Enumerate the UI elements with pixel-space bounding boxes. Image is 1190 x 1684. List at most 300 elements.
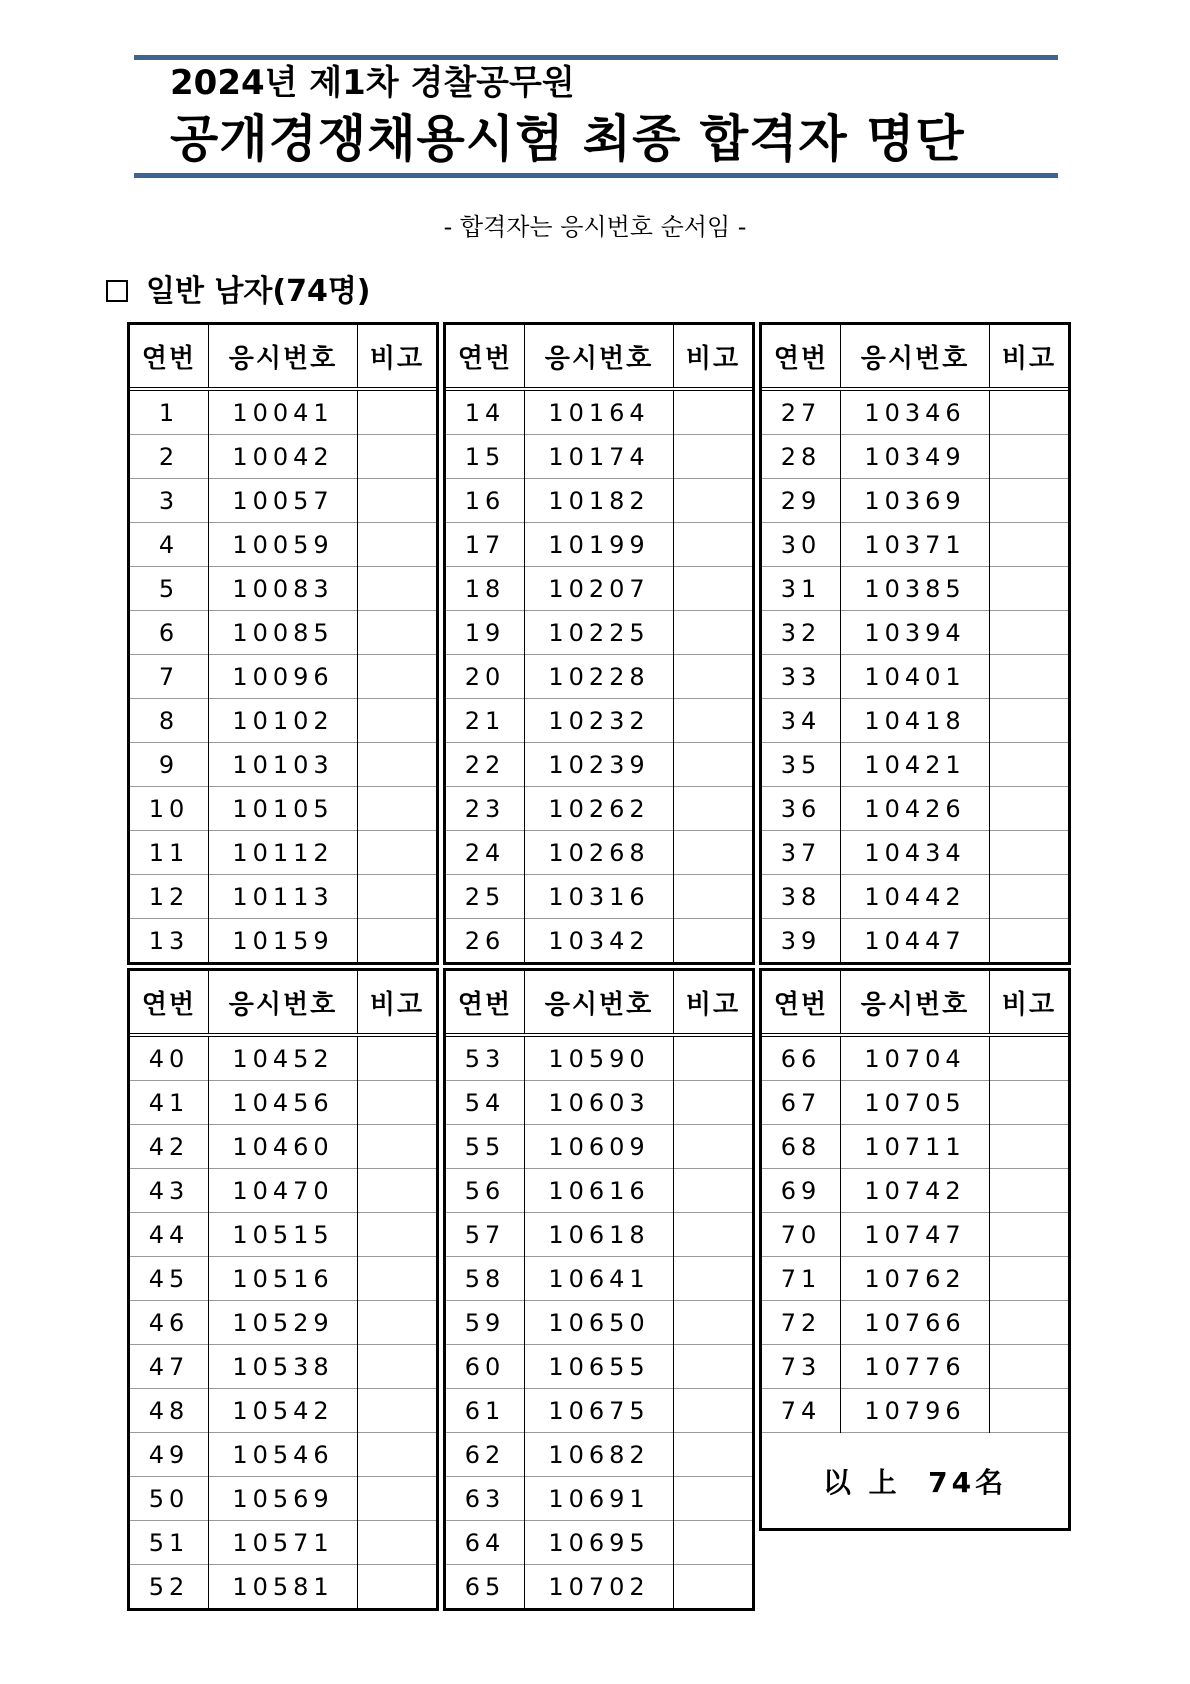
exam-number-cell: 10542: [209, 1389, 358, 1433]
result-table-4: [127, 968, 439, 1611]
results-grid: [446, 325, 752, 962]
section-heading: [106, 272, 371, 312]
table-row: [762, 1169, 1068, 1213]
results-grid: [130, 971, 436, 1608]
exam-number-cell: 10776: [841, 1345, 990, 1389]
seq-cell: 21: [446, 699, 525, 743]
note-cell: [674, 435, 753, 479]
exam-number-cell: 10470: [209, 1169, 358, 1213]
table-row: [762, 1035, 1068, 1081]
header-seq: 연번: [762, 325, 841, 389]
exam-number-cell: 10546: [209, 1433, 358, 1477]
seq-cell: 13: [130, 919, 209, 963]
exam-number-cell: 10349: [841, 435, 990, 479]
exam-number-cell: 10682: [525, 1433, 674, 1477]
order-note: - 합격자는 응시번호 순서임 -: [443, 213, 747, 241]
exam-number-cell: 10369: [841, 479, 990, 523]
result-table-1: [127, 322, 439, 965]
note-cell: [358, 479, 437, 523]
table-row: [762, 875, 1068, 919]
note-cell: [674, 1301, 753, 1345]
note-cell: [674, 1081, 753, 1125]
table-row: [762, 389, 1068, 435]
exam-number-cell: 10650: [525, 1301, 674, 1345]
note-cell: [674, 611, 753, 655]
table-row: [446, 435, 752, 479]
note-cell: [674, 831, 753, 875]
seq-cell: 44: [130, 1213, 209, 1257]
exam-number-cell: 10041: [209, 389, 358, 435]
note-cell: [990, 1035, 1069, 1081]
seq-cell: 55: [446, 1125, 525, 1169]
exam-number-cell: 10704: [841, 1035, 990, 1081]
exam-number-cell: 10569: [209, 1477, 358, 1521]
note-cell: [358, 787, 437, 831]
note-cell: [358, 389, 437, 435]
exam-number-cell: 10675: [525, 1389, 674, 1433]
table-row: [130, 479, 436, 523]
exam-number-cell: 10742: [841, 1169, 990, 1213]
table-row: [446, 523, 752, 567]
header-note: 비고: [990, 325, 1069, 389]
header-seq: 연번: [130, 971, 209, 1035]
table-row: [446, 567, 752, 611]
note-cell: [990, 1081, 1069, 1125]
exam-number-cell: 10434: [841, 831, 990, 875]
table-row: [446, 1301, 752, 1345]
note-cell: [358, 1389, 437, 1433]
exam-number-cell: 10102: [209, 699, 358, 743]
note-cell: [358, 655, 437, 699]
page-title-line2: 공개경쟁채용시험 최종 합격자 명단: [170, 110, 965, 168]
table-row: [130, 1433, 436, 1477]
seq-cell: 23: [446, 787, 525, 831]
table-row: [446, 1125, 752, 1169]
seq-cell: 57: [446, 1213, 525, 1257]
seq-cell: 53: [446, 1035, 525, 1081]
seq-cell: 10: [130, 787, 209, 831]
note-cell: [358, 523, 437, 567]
exam-number-cell: 10590: [525, 1035, 674, 1081]
exam-number-cell: 10796: [841, 1389, 990, 1433]
seq-cell: 73: [762, 1345, 841, 1389]
exam-number-cell: 10691: [525, 1477, 674, 1521]
results-grid: [446, 971, 752, 1608]
seq-cell: 63: [446, 1477, 525, 1521]
seq-cell: 43: [130, 1169, 209, 1213]
note-cell: [674, 1213, 753, 1257]
note-cell: [674, 1389, 753, 1433]
note-cell: [990, 919, 1069, 963]
seq-cell: 6: [130, 611, 209, 655]
exam-number-cell: 10228: [525, 655, 674, 699]
table-row: [130, 787, 436, 831]
table-row: [762, 831, 1068, 875]
table-row: [446, 1169, 752, 1213]
seq-cell: 49: [130, 1433, 209, 1477]
seq-cell: 66: [762, 1035, 841, 1081]
exam-number-cell: 10385: [841, 567, 990, 611]
seq-cell: 2: [130, 435, 209, 479]
note-cell: [990, 389, 1069, 435]
seq-cell: 37: [762, 831, 841, 875]
note-cell: [990, 479, 1069, 523]
note-cell: [358, 1257, 437, 1301]
seq-cell: 14: [446, 389, 525, 435]
header-note: 비고: [358, 971, 437, 1035]
exam-number-cell: 10096: [209, 655, 358, 699]
seq-cell: 1: [130, 389, 209, 435]
page-title-line1: 2024년 제1차 경찰공무원: [170, 63, 575, 103]
table-row: [762, 1257, 1068, 1301]
note-cell: [990, 1213, 1069, 1257]
exam-number-cell: 10538: [209, 1345, 358, 1389]
note-cell: [674, 1345, 753, 1389]
header-exam-no: 응시번호: [841, 325, 990, 389]
exam-number-cell: 10581: [209, 1565, 358, 1609]
exam-number-cell: 10182: [525, 479, 674, 523]
table-row: [130, 1345, 436, 1389]
seq-cell: 19: [446, 611, 525, 655]
note-cell: [674, 389, 753, 435]
note-cell: [358, 1301, 437, 1345]
seq-cell: 27: [762, 389, 841, 435]
note-cell: [674, 919, 753, 963]
exam-number-cell: 10164: [525, 389, 674, 435]
seq-cell: 48: [130, 1389, 209, 1433]
exam-number-cell: 10603: [525, 1081, 674, 1125]
table-row: [446, 479, 752, 523]
seq-cell: 69: [762, 1169, 841, 1213]
note-cell: [358, 1565, 437, 1609]
seq-cell: 25: [446, 875, 525, 919]
note-cell: [674, 1433, 753, 1477]
exam-number-cell: 10057: [209, 479, 358, 523]
table-row: [762, 1213, 1068, 1257]
seq-cell: 22: [446, 743, 525, 787]
result-table-6: [759, 968, 1071, 1531]
exam-number-cell: 10394: [841, 611, 990, 655]
seq-cell: 45: [130, 1257, 209, 1301]
note-cell: [990, 831, 1069, 875]
exam-number-cell: 10529: [209, 1301, 358, 1345]
exam-number-cell: 10199: [525, 523, 674, 567]
seq-cell: 29: [762, 479, 841, 523]
note-cell: [674, 567, 753, 611]
table-row: [446, 389, 752, 435]
note-cell: [358, 1125, 437, 1169]
note-cell: [358, 919, 437, 963]
exam-number-cell: 10618: [525, 1213, 674, 1257]
header-seq: 연번: [446, 325, 525, 389]
exam-number-cell: 10371: [841, 523, 990, 567]
exam-number-cell: 10401: [841, 655, 990, 699]
table-row: [446, 743, 752, 787]
seq-cell: 72: [762, 1301, 841, 1345]
note-cell: [674, 1477, 753, 1521]
table-row: [446, 1521, 752, 1565]
table-row: [130, 1301, 436, 1345]
table-row: [762, 1301, 1068, 1345]
table-row: [130, 1125, 436, 1169]
exam-number-cell: 10174: [525, 435, 674, 479]
note-cell: [990, 1301, 1069, 1345]
table-row: [130, 699, 436, 743]
seq-cell: 7: [130, 655, 209, 699]
note-cell: [358, 831, 437, 875]
table-header-row: [130, 325, 436, 389]
exam-number-cell: 10239: [525, 743, 674, 787]
exam-number-cell: 10641: [525, 1257, 674, 1301]
note-cell: [674, 875, 753, 919]
seq-cell: 17: [446, 523, 525, 567]
note-cell: [358, 567, 437, 611]
exam-number-cell: 10702: [525, 1565, 674, 1609]
exam-number-cell: 10207: [525, 567, 674, 611]
seq-cell: 33: [762, 655, 841, 699]
exam-number-cell: 10711: [841, 1125, 990, 1169]
seq-cell: 36: [762, 787, 841, 831]
table-header-row: [130, 971, 436, 1035]
table-row: [130, 1565, 436, 1609]
exam-number-cell: 10460: [209, 1125, 358, 1169]
table-row: [446, 1035, 752, 1081]
table-row: [446, 611, 752, 655]
table-row: [446, 1257, 752, 1301]
exam-number-cell: 10342: [525, 919, 674, 963]
results-grid: [762, 325, 1068, 962]
table-row: [130, 1521, 436, 1565]
header-bottom-rule: [134, 173, 1058, 178]
note-cell: [674, 1169, 753, 1213]
seq-cell: 35: [762, 743, 841, 787]
seq-cell: 16: [446, 479, 525, 523]
table-row: [130, 611, 436, 655]
note-cell: [990, 1257, 1069, 1301]
exam-number-cell: 10112: [209, 831, 358, 875]
table-row: [446, 1345, 752, 1389]
table-row: [446, 787, 752, 831]
table-row: [130, 1389, 436, 1433]
seq-cell: 70: [762, 1213, 841, 1257]
exam-number-cell: 10232: [525, 699, 674, 743]
exam-number-cell: 10105: [209, 787, 358, 831]
note-cell: [358, 1345, 437, 1389]
note-cell: [674, 787, 753, 831]
table-row: [130, 919, 436, 963]
note-cell: [990, 743, 1069, 787]
table-row: [762, 567, 1068, 611]
table-header-row: [762, 971, 1068, 1035]
note-cell: [990, 435, 1069, 479]
seq-cell: 74: [762, 1389, 841, 1433]
table-row: [446, 699, 752, 743]
note-cell: [990, 567, 1069, 611]
exam-number-cell: 10571: [209, 1521, 358, 1565]
header-seq: 연번: [130, 325, 209, 389]
exam-number-cell: 10762: [841, 1257, 990, 1301]
seq-cell: 4: [130, 523, 209, 567]
total-count: 以 上 74名: [762, 1433, 1068, 1529]
table-row: [130, 655, 436, 699]
table-header-row: [446, 325, 752, 389]
seq-cell: 31: [762, 567, 841, 611]
seq-cell: 42: [130, 1125, 209, 1169]
seq-cell: 5: [130, 567, 209, 611]
table-row: [762, 699, 1068, 743]
table-row: [130, 523, 436, 567]
header-note: 비고: [674, 971, 753, 1035]
seq-cell: 20: [446, 655, 525, 699]
seq-cell: 8: [130, 699, 209, 743]
table-row: [762, 787, 1068, 831]
seq-cell: 64: [446, 1521, 525, 1565]
table-row: [130, 389, 436, 435]
table-row: [762, 919, 1068, 963]
table-row: [130, 1169, 436, 1213]
seq-cell: 56: [446, 1169, 525, 1213]
table-header-row: [446, 971, 752, 1035]
seq-cell: 30: [762, 523, 841, 567]
table-row: [762, 655, 1068, 699]
seq-cell: 61: [446, 1389, 525, 1433]
header-exam-no: 응시번호: [209, 971, 358, 1035]
seq-cell: 41: [130, 1081, 209, 1125]
results-grid: [130, 325, 436, 962]
table-row: [446, 919, 752, 963]
exam-number-cell: 10421: [841, 743, 990, 787]
table-row: [762, 743, 1068, 787]
exam-number-cell: 10452: [209, 1035, 358, 1081]
note-cell: [674, 479, 753, 523]
table-row: [130, 1081, 436, 1125]
seq-cell: 12: [130, 875, 209, 919]
table-row: [762, 611, 1068, 655]
note-cell: [990, 787, 1069, 831]
table-row: [446, 831, 752, 875]
exam-number-cell: 10418: [841, 699, 990, 743]
exam-number-cell: 10268: [525, 831, 674, 875]
table-row: [130, 567, 436, 611]
exam-number-cell: 10655: [525, 1345, 674, 1389]
table-row: [762, 1081, 1068, 1125]
table-row: [130, 1477, 436, 1521]
note-cell: [358, 1477, 437, 1521]
exam-number-cell: 10516: [209, 1257, 358, 1301]
seq-cell: 65: [446, 1565, 525, 1609]
note-cell: [358, 1433, 437, 1477]
table-row: [130, 1257, 436, 1301]
table-row: [446, 1565, 752, 1609]
seq-cell: 62: [446, 1433, 525, 1477]
exam-number-cell: 10426: [841, 787, 990, 831]
seq-cell: 46: [130, 1301, 209, 1345]
exam-number-cell: 10059: [209, 523, 358, 567]
header-note: 비고: [358, 325, 437, 389]
result-table-3: [759, 322, 1071, 965]
exam-number-cell: 10766: [841, 1301, 990, 1345]
seq-cell: 11: [130, 831, 209, 875]
table-row: [762, 479, 1068, 523]
table-row: [130, 435, 436, 479]
header-note: 비고: [674, 325, 753, 389]
note-cell: [674, 1565, 753, 1609]
seq-cell: 51: [130, 1521, 209, 1565]
note-cell: [358, 611, 437, 655]
table-row: [762, 1125, 1068, 1169]
exam-number-cell: 10085: [209, 611, 358, 655]
note-cell: [674, 699, 753, 743]
section-label: 일반 남자(74명): [146, 274, 371, 309]
exam-number-cell: 10609: [525, 1125, 674, 1169]
seq-cell: 71: [762, 1257, 841, 1301]
header-exam-no: 응시번호: [525, 971, 674, 1035]
exam-number-cell: 10447: [841, 919, 990, 963]
seq-cell: 47: [130, 1345, 209, 1389]
seq-cell: 60: [446, 1345, 525, 1389]
seq-cell: 39: [762, 919, 841, 963]
header-seq: 연번: [762, 971, 841, 1035]
note-cell: [990, 1125, 1069, 1169]
header-exam-no: 응시번호: [841, 971, 990, 1035]
seq-cell: 68: [762, 1125, 841, 1169]
seq-cell: 9: [130, 743, 209, 787]
table-header-row: [762, 325, 1068, 389]
seq-cell: 24: [446, 831, 525, 875]
note-cell: [358, 435, 437, 479]
exam-number-cell: 10113: [209, 875, 358, 919]
note-cell: [674, 743, 753, 787]
note-cell: [358, 1081, 437, 1125]
table-row: [446, 1389, 752, 1433]
seq-cell: 54: [446, 1081, 525, 1125]
note-cell: [358, 699, 437, 743]
note-cell: [674, 523, 753, 567]
seq-cell: 50: [130, 1477, 209, 1521]
exam-number-cell: 10747: [841, 1213, 990, 1257]
exam-number-cell: 10616: [525, 1169, 674, 1213]
result-table-2: [443, 322, 755, 965]
note-cell: [990, 523, 1069, 567]
exam-number-cell: 10515: [209, 1213, 358, 1257]
total-row: [762, 1433, 1068, 1529]
seq-cell: 67: [762, 1081, 841, 1125]
table-row: [446, 1433, 752, 1477]
note-cell: [358, 1169, 437, 1213]
seq-cell: 3: [130, 479, 209, 523]
note-cell: [990, 1169, 1069, 1213]
table-row: [130, 1035, 436, 1081]
table-row: [762, 1345, 1068, 1389]
exam-number-cell: 10695: [525, 1521, 674, 1565]
note-cell: [358, 743, 437, 787]
results-grid: [762, 971, 1068, 1528]
note-cell: [358, 1035, 437, 1081]
header-exam-no: 응시번호: [525, 325, 674, 389]
table-row: [762, 523, 1068, 567]
note-cell: [358, 1213, 437, 1257]
note-cell: [990, 655, 1069, 699]
note-cell: [990, 1345, 1069, 1389]
note-cell: [990, 875, 1069, 919]
table-row: [762, 435, 1068, 479]
empty-square-icon: [106, 280, 128, 302]
table-row: [446, 1213, 752, 1257]
exam-number-cell: 10159: [209, 919, 358, 963]
note-cell: [990, 699, 1069, 743]
note-cell: [358, 875, 437, 919]
exam-number-cell: 10456: [209, 1081, 358, 1125]
